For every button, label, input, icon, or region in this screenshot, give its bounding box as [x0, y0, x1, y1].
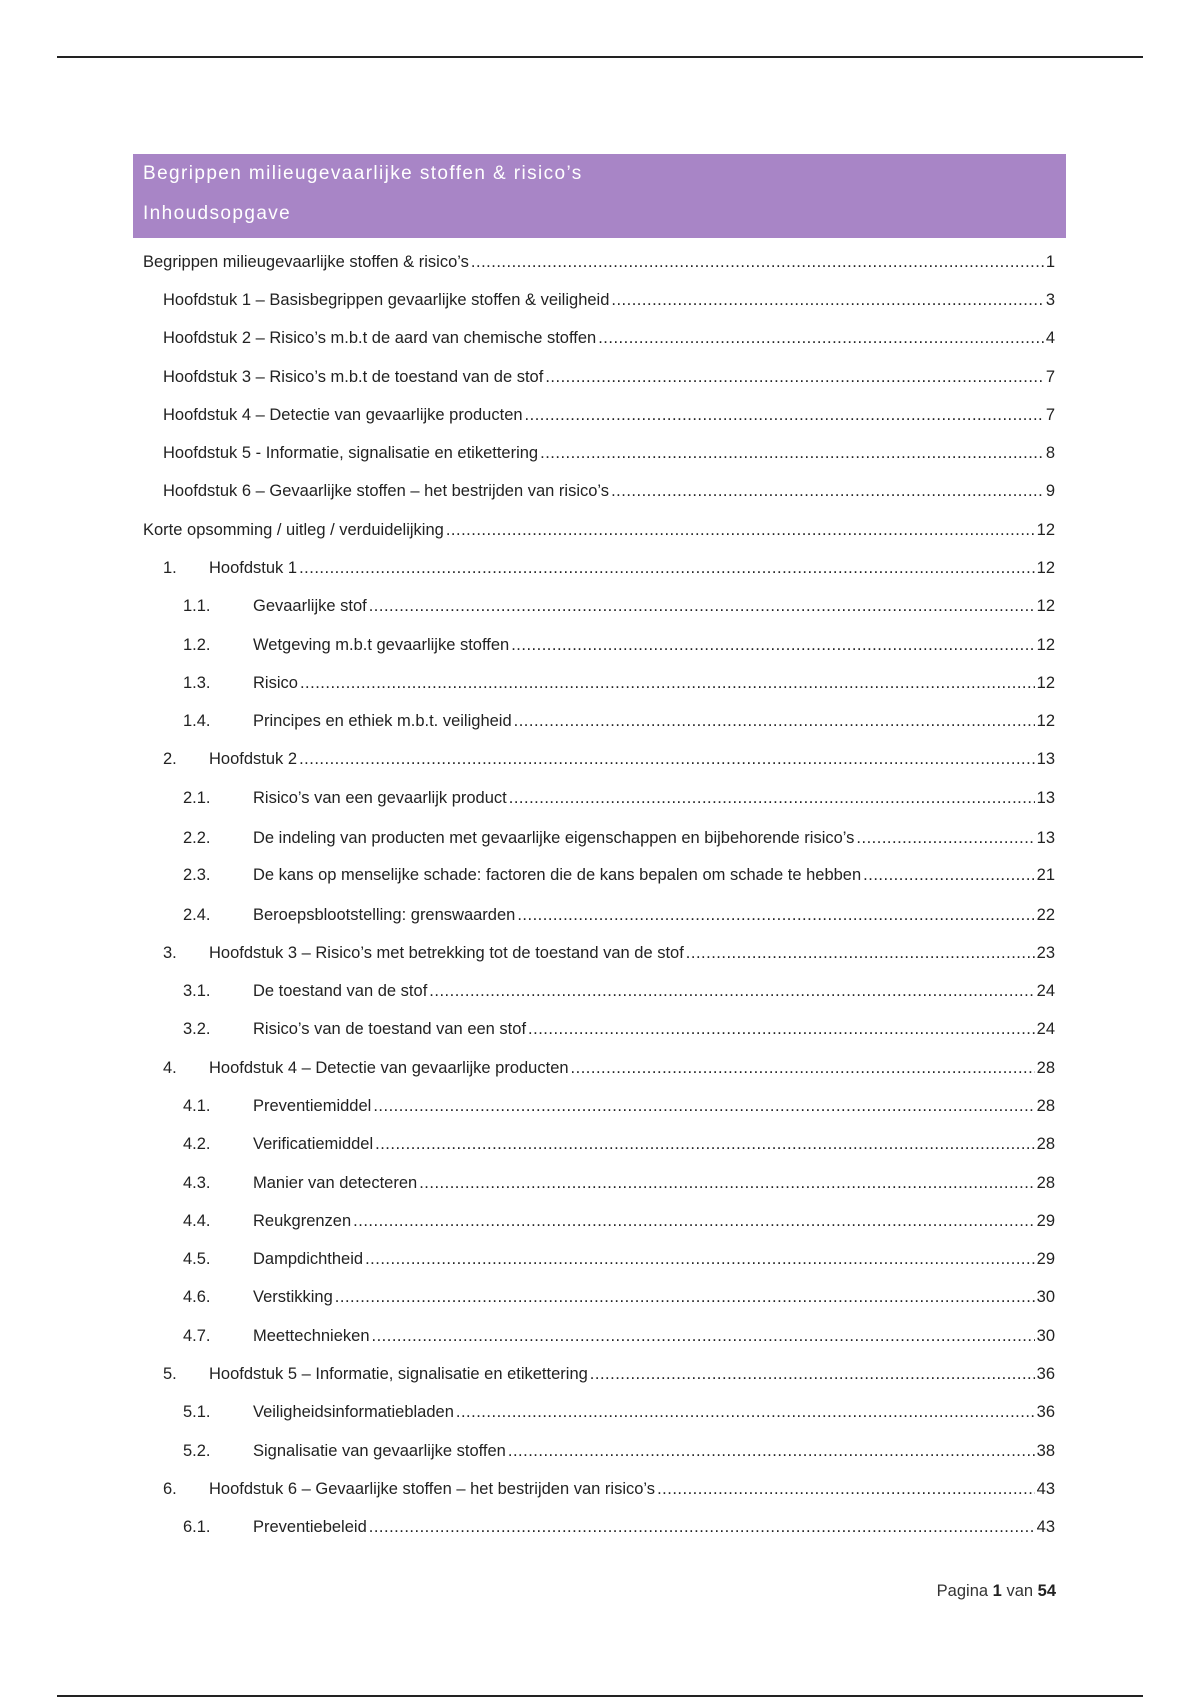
toc-entry-title: Hoofdstuk 4 – Detectie van gevaarlijke producten	[209, 1059, 569, 1077]
toc-dot-leader	[528, 1018, 1035, 1040]
toc-entry-title: Reukgrenzen	[253, 1212, 352, 1230]
toc-entry-number: 5.2.	[183, 1442, 211, 1460]
toc-dot-leader	[514, 710, 1035, 732]
toc-entry-number: 6.	[163, 1480, 177, 1498]
toc-dot-leader	[611, 289, 1043, 311]
toc-entry[interactable]	[163, 748, 1055, 770]
toc-entry-title: Beroepsblootstelling: grenswaarden	[253, 906, 516, 924]
toc-entry[interactable]	[183, 1516, 1055, 1538]
toc-entry-page: 13	[1036, 789, 1055, 807]
toc-entry[interactable]	[183, 1133, 1055, 1155]
toc-entry-page: 8	[1045, 444, 1055, 462]
toc-entry[interactable]	[183, 1401, 1055, 1423]
toc-entry-page: 13	[1036, 750, 1055, 768]
toc-entry[interactable]	[183, 595, 1055, 617]
toc-dot-leader	[353, 1210, 1034, 1232]
toc-dot-leader	[365, 1248, 1035, 1270]
toc-entry-page: 30	[1036, 1288, 1055, 1306]
toc-entry-number: 4.5.	[183, 1250, 211, 1268]
toc-dot-leader	[590, 1363, 1035, 1385]
toc-entry-title: Risico	[253, 674, 298, 692]
toc-entry-number: 5.	[163, 1365, 177, 1383]
bottom-rule	[57, 1695, 1143, 1697]
toc-entry[interactable]	[163, 480, 1055, 502]
toc-entry-page: 24	[1036, 1020, 1055, 1038]
toc-entry-title: Dampdichtheid	[253, 1250, 364, 1268]
toc-entry-page: 12	[1036, 674, 1055, 692]
toc-dot-leader	[429, 980, 1034, 1002]
toc-entry-number: 4.6.	[183, 1288, 211, 1306]
toc-entry[interactable]	[163, 366, 1055, 388]
toc-entry-number: 1.3.	[183, 674, 211, 692]
toc-entry[interactable]	[163, 442, 1055, 464]
toc-entry-title: Verstikking	[253, 1288, 333, 1306]
toc-entry-title: Signalisatie van gevaarlijke stoffen	[253, 1442, 506, 1460]
toc-entry-page: 43	[1036, 1518, 1055, 1536]
toc-entry-title: Hoofdstuk 6 – Gevaarlijke stoffen – het bestrijden van risico’s	[209, 1480, 656, 1498]
toc-entry-title: Hoofdstuk 1	[209, 559, 298, 577]
toc-heading: Inhoudsopgave	[143, 203, 292, 224]
toc-entry[interactable]	[183, 1286, 1055, 1308]
toc-entry-page: 4	[1045, 329, 1055, 347]
toc-entry-title: Meettechnieken	[253, 1327, 370, 1345]
toc-entry-title: Preventiebeleid	[253, 1518, 367, 1536]
toc-entry-page: 29	[1036, 1212, 1055, 1230]
toc-dot-leader	[369, 595, 1035, 617]
toc-entry-number: 5.1.	[183, 1403, 211, 1421]
toc-entry-page: 23	[1036, 944, 1055, 962]
toc-entry-title: Risico’s van de toestand van een stof	[253, 1020, 527, 1038]
toc-entry-title: De toestand van de stof	[253, 982, 428, 1000]
toc-entry[interactable]	[163, 289, 1055, 311]
toc-entry-title: Verificatiemiddel	[253, 1135, 374, 1153]
toc-entry-title: Risico’s van een gevaarlijk product	[253, 789, 507, 807]
toc-entry-title: Hoofdstuk 2 – Risico’s m.b.t de aard van chemische stoffen	[163, 329, 597, 347]
toc-entry-title: Hoofdstuk 5 - Informatie, signalisatie en etikettering	[163, 444, 539, 462]
toc-dot-leader	[540, 442, 1044, 464]
toc-dot-leader	[657, 1478, 1035, 1500]
toc-entry[interactable]	[163, 404, 1055, 426]
toc-dot-leader	[299, 748, 1035, 770]
toc-entry-page: 12	[1036, 559, 1055, 577]
toc-dot-leader	[373, 1095, 1034, 1117]
toc-entry-title: Manier van detecteren	[253, 1174, 418, 1192]
toc-entry[interactable]	[163, 1478, 1055, 1500]
toc-entry-page: 12	[1036, 521, 1055, 539]
toc-entry-page: 28	[1036, 1059, 1055, 1077]
toc-dot-leader	[517, 904, 1034, 926]
toc-entry[interactable]	[163, 942, 1055, 964]
toc-dot-leader	[300, 672, 1035, 694]
toc-entry-title: Begrippen milieugevaarlijke stoffen & risico’s	[143, 253, 469, 271]
toc-dot-leader	[571, 1057, 1035, 1079]
toc-entry-number: 1.2.	[183, 636, 211, 654]
toc-entry-page: 22	[1036, 906, 1055, 924]
toc-entry-page: 12	[1036, 712, 1055, 730]
toc-dot-leader	[456, 1401, 1035, 1423]
toc-entry-title: Principes en ethiek m.b.t. veiligheid	[253, 712, 512, 730]
toc-entry-page: 1	[1045, 253, 1055, 271]
toc-entry-page: 43	[1036, 1480, 1055, 1498]
toc-entry-number: 3.1.	[183, 982, 211, 1000]
toc-entry-page: 38	[1036, 1442, 1055, 1460]
toc-entry[interactable]	[183, 1440, 1055, 1462]
toc-entry[interactable]	[183, 710, 1055, 732]
toc-entry-number: 2.	[163, 750, 177, 768]
toc-dot-leader	[509, 787, 1035, 809]
toc-entry[interactable]	[163, 1363, 1055, 1385]
toc-entry-page: 28	[1036, 1097, 1055, 1115]
toc-dot-leader	[686, 942, 1035, 964]
toc-dot-leader	[471, 251, 1044, 273]
toc-entry-page: 36	[1036, 1403, 1055, 1421]
toc-entry-title: Preventiemiddel	[253, 1097, 372, 1115]
toc-entry-number: 2.3.	[183, 866, 211, 884]
toc-dot-leader	[372, 1325, 1035, 1347]
toc-entry-title: Veiligheidsinformatiebladen	[253, 1403, 454, 1421]
toc-entry-title: Hoofdstuk 4 – Detectie van gevaarlijke producten	[163, 406, 523, 424]
toc-entry-title: Hoofdstuk 3 – Risico’s met betrekking tot de toestand van de stof	[209, 944, 684, 962]
toc-dot-leader	[446, 519, 1035, 541]
toc-entry[interactable]	[183, 634, 1055, 656]
toc-entry-number: 4.3.	[183, 1174, 211, 1192]
toc-entry-page: 29	[1036, 1250, 1055, 1268]
toc-entry[interactable]	[163, 1057, 1055, 1079]
toc-entry-number: 4.1.	[183, 1097, 211, 1115]
toc-entry-number: 2.2.	[183, 829, 211, 847]
toc-entry-number: 1.	[163, 559, 177, 577]
toc-entry[interactable]	[143, 251, 1055, 273]
toc-entry-title: Hoofdstuk 2	[209, 750, 298, 768]
toc-entry[interactable]	[183, 1095, 1055, 1117]
toc-entry-number: 4.	[163, 1059, 177, 1077]
toc-entry-title: De kans op menselijke schade: factoren die de kans bepalen om schade te hebben	[253, 866, 862, 884]
toc-entry-number: 2.4.	[183, 906, 211, 924]
page-separator: van	[1006, 1582, 1034, 1600]
toc-dot-leader	[545, 366, 1043, 388]
toc-entry-number: 4.4.	[183, 1212, 211, 1230]
toc-entry[interactable]	[143, 519, 1055, 541]
toc-entry[interactable]	[183, 1172, 1055, 1194]
toc-entry-page: 24	[1036, 982, 1055, 1000]
document-title: Begrippen milieugevaarlijke stoffen & risico’s	[143, 163, 583, 184]
toc-entry-number: 6.1.	[183, 1518, 211, 1536]
toc-entry-page: 28	[1036, 1174, 1055, 1192]
toc-entry-number: 3.2.	[183, 1020, 211, 1038]
toc-entry-page: 30	[1036, 1327, 1055, 1345]
toc-entry-number: 4.2.	[183, 1135, 211, 1153]
toc-entry-title: Korte opsomming / uitleg / verduidelijking	[143, 521, 444, 539]
toc-entry-page: 7	[1045, 406, 1055, 424]
toc-entry-number: 4.7.	[183, 1327, 211, 1345]
toc-entry[interactable]	[183, 1325, 1055, 1347]
toc-dot-leader	[335, 1286, 1035, 1308]
toc-entry-title: Hoofdstuk 1 – Basisbegrippen gevaarlijke stoffen & veiligheid	[163, 291, 610, 309]
toc-dot-leader	[511, 634, 1034, 656]
toc-dot-leader	[419, 1172, 1034, 1194]
toc-dot-leader	[611, 480, 1044, 502]
toc-entry[interactable]	[183, 1210, 1055, 1232]
toc-entry-page: 9	[1045, 482, 1055, 500]
toc-dot-leader	[856, 827, 1034, 849]
toc-entry-title: Gevaarlijke stof	[253, 597, 367, 615]
page-label: Pagina	[936, 1582, 989, 1600]
toc-dot-leader	[375, 1133, 1035, 1155]
toc-entry[interactable]	[183, 787, 1055, 809]
toc-entry-page: 7	[1045, 368, 1055, 386]
toc-entry-number: 1.4.	[183, 712, 211, 730]
toc-dot-leader	[299, 557, 1035, 579]
toc-entry-page: 28	[1036, 1135, 1055, 1153]
toc-entry-page: 3	[1045, 291, 1055, 309]
toc-entry-title: De indeling van producten met gevaarlijke eigenschappen en bijbehorende risico’s	[253, 829, 855, 847]
toc-entry-page: 12	[1036, 597, 1055, 615]
toc-entry-title: Hoofdstuk 5 – Informatie, signalisatie en etikettering	[209, 1365, 588, 1383]
toc-entry-page: 13	[1036, 829, 1055, 847]
toc-entry[interactable]	[163, 327, 1055, 349]
toc-entry-number: 2.1.	[183, 789, 211, 807]
toc-entry[interactable]	[183, 980, 1055, 1002]
toc-dot-leader	[508, 1440, 1035, 1462]
toc-entry[interactable]	[183, 1248, 1055, 1270]
toc-entry-page: 36	[1036, 1365, 1055, 1383]
toc-dot-leader	[369, 1516, 1035, 1538]
toc-dot-leader	[598, 327, 1044, 349]
toc-entry[interactable]	[163, 557, 1055, 579]
toc-entry[interactable]	[183, 672, 1055, 694]
toc-dot-leader	[863, 864, 1034, 886]
toc-entry-number: 1.1.	[183, 597, 211, 615]
toc-entry[interactable]	[183, 904, 1055, 926]
toc-entry-page: 21	[1036, 866, 1055, 884]
toc-entry[interactable]	[183, 827, 1055, 849]
toc-entry-number: 3.	[163, 944, 177, 962]
current-page: 1	[992, 1582, 1002, 1600]
toc-entry[interactable]	[183, 1018, 1055, 1040]
toc-entry-page: 12	[1036, 636, 1055, 654]
page-number	[937, 1582, 1056, 1601]
toc-entry[interactable]	[183, 864, 1055, 886]
toc-entry-title: Wetgeving m.b.t gevaarlijke stoffen	[253, 636, 510, 654]
toc-dot-leader	[525, 404, 1044, 426]
toc-entry-title: Hoofdstuk 6 – Gevaarlijke stoffen – het bestrijden van risico’s	[163, 482, 610, 500]
total-pages: 54	[1037, 1582, 1056, 1600]
toc-entry-title: Hoofdstuk 3 – Risico’s m.b.t de toestand van de stof	[163, 368, 544, 386]
